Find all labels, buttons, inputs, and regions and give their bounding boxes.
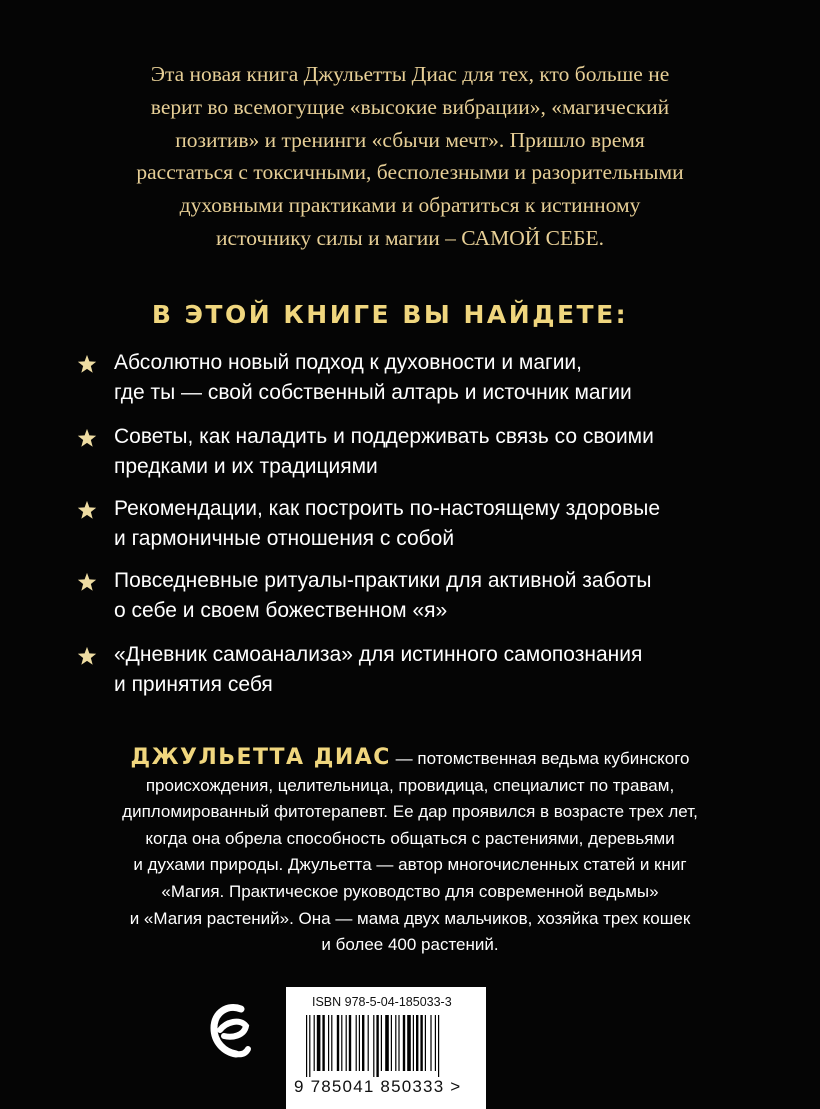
author-bio <box>30 745 790 959</box>
author-bio-line: дипломированный фитотерапевт. Ее дар проявился в возрасте трех лет, <box>122 802 698 822</box>
barcode-bar <box>314 1015 315 1071</box>
star-icon <box>76 499 98 521</box>
isbn-label: ISBN 978-5-04-185033-3 <box>312 995 452 1009</box>
list-item-line: о себе и своем божественном «я» <box>114 599 448 622</box>
star-icon <box>76 427 98 449</box>
barcode-bar <box>337 1015 339 1071</box>
barcode-bar <box>385 1015 389 1071</box>
author-bio-line: и «Магия растений». Она — мама двух мальчиков, хозяйка трех кошек <box>129 908 691 928</box>
barcode-bar <box>391 1015 392 1071</box>
barcode-bar <box>309 1015 310 1077</box>
barcode-bar <box>425 1015 426 1071</box>
barcode-bar <box>349 1015 351 1071</box>
author-bio-text: — потомственная ведьма кубинского <box>390 749 690 768</box>
author-bio-line: «Магия. Практическое руководство для современной ведьмы» <box>161 881 659 901</box>
barcode-bar <box>328 1015 329 1071</box>
intro-line: духовными практиками и обратиться к истинному <box>179 193 641 218</box>
barcode-bar <box>398 1015 399 1071</box>
section-heading: В ЭТОЙ КНИГЕ ВЫ НАЙДЕТЕ: <box>151 300 629 329</box>
ean-digits: 9 785041 850333 > <box>294 1077 462 1096</box>
author-bio-line: и духами природы. Джульетта — автор многочисленных статей и книг <box>133 855 687 875</box>
publisher-logo-icon <box>208 1000 254 1062</box>
barcode-bar <box>356 1015 357 1071</box>
barcode-bar <box>306 1015 307 1077</box>
barcode-bar <box>373 1015 374 1077</box>
author-bio-line: когда она обрела способность общаться с растениями, деревьями <box>145 828 675 848</box>
intro-line: верит во всемогущие «высокие вибрации», «магический <box>150 94 670 119</box>
barcode-bar <box>322 1015 324 1071</box>
barcode-bar <box>381 1015 382 1071</box>
barcode-bar <box>341 1015 342 1071</box>
barcode-bar <box>420 1015 422 1071</box>
list-item-line: Абсолютно новый подход к духовности и магии, <box>114 351 582 374</box>
list-item-line: Рекомендации, как построить по-настоящему здоровые <box>114 497 661 520</box>
list-item-line: «Дневник самоанализа» для истинного самопознания <box>114 643 643 666</box>
author-first-line <box>30 745 790 773</box>
list-item-line: Советы, как наладить и поддерживать связь со своими <box>114 425 654 448</box>
star-icon <box>76 353 98 375</box>
author-name: ДЖУЛЬЕТТА ДИАС <box>130 745 391 770</box>
barcode-bar <box>368 1015 369 1071</box>
barcode-bar <box>362 1015 364 1071</box>
barcode-bar <box>413 1015 414 1071</box>
intro-line: Эта новая книга Джульетты Диас для тех, кто больше не <box>150 62 670 86</box>
star-icon <box>76 645 98 667</box>
list-item-line: и гармоничные отношения с собой <box>114 527 455 550</box>
barcode-bar <box>331 1015 332 1071</box>
barcode-bar <box>395 1015 396 1071</box>
author-bio-line: происхождения, целительница, провидица, специалист по травам, <box>145 775 675 795</box>
barcode-bar <box>403 1015 405 1071</box>
intro-line: источнику силы и магии – САМОЙ СЕБЕ. <box>216 225 604 250</box>
barcode-bar <box>430 1015 431 1071</box>
star-icon <box>76 571 98 593</box>
list-item-line: Повседневные ритуалы-практики для активной заботы <box>114 569 652 592</box>
barcode-bar <box>407 1015 411 1071</box>
barcode-bar <box>438 1015 439 1077</box>
barcode-bar <box>376 1015 378 1077</box>
barcode-bar <box>346 1015 347 1071</box>
author-bio-line: и более 400 растений. <box>321 935 499 955</box>
intro-line: расстаться с токсичными, бесполезными и разорительными <box>136 160 684 185</box>
barcode-icon <box>300 1015 472 1077</box>
intro-paragraph <box>40 58 780 255</box>
barcode-bar <box>435 1015 436 1071</box>
intro-line: позитив» и тренинги «сбычи мечт». Пришло время <box>175 127 645 152</box>
barcode-bar <box>416 1015 418 1071</box>
list-item-line: и принятия себя <box>114 673 273 696</box>
barcode-bar <box>359 1015 360 1071</box>
barcode-panel <box>286 987 486 1109</box>
barcode-bar <box>317 1015 321 1071</box>
list-item-line: предками и их традициями <box>114 455 378 478</box>
list-item-line: где ты — свой собственный алтарь и источник магии <box>114 381 632 404</box>
